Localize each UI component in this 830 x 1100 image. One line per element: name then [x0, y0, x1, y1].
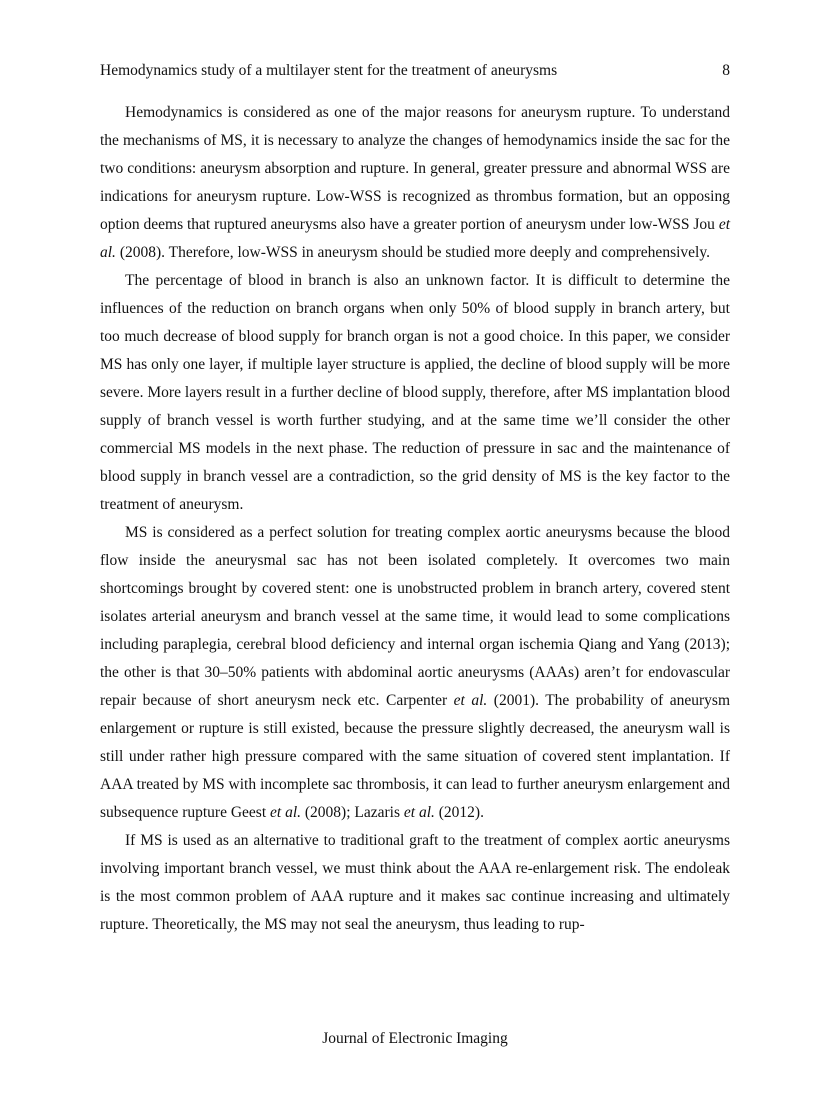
paragraph-hemodynamics	[100, 99, 730, 267]
paragraph-re-enlargement-risk: If MS is used as an alternative to traditional graft to the treatment of complex aortic aneurysms involving important branch vessel, we must think about the AAA re-enlargement risk. The endoleak is the most common problem of AAA rupture and it makes sac continue increasing and ultimately rupture. Theoretically, the MS may not seal the aneurysm, thus leading to rup-	[100, 832, 730, 933]
citation-et-al: et al.	[270, 804, 302, 821]
citation-et-al: et al.	[453, 692, 488, 709]
paragraph-ms-solution	[100, 519, 730, 827]
paragraph-text: (2008). Therefore, low-WSS in aneurysm should be studied more deeply and comprehensively.	[115, 244, 710, 261]
paragraph-text: (2012).	[434, 804, 484, 821]
paragraph-branch-blood-supply: The percentage of blood in branch is also an unknown factor. It is difficult to determine the influences of the reduction on branch organs when only 50% of blood supply in branch artery, but too much decrease of blood supply for branch organ is not a good choice. In this paper, we consider MS has only one layer, if multiple layer structure is applied, the decline of blood supply will be more severe. More layers result in a further decline of blood supply, therefore, after MS implantation blood supply of branch vessel is worth further studying, and at the same time we’ll consider the other commercial MS models in the next phase. The reduction of pressure in sac and the maintenance of blood supply in branch vessel are a contradiction, so the grid density of MS is the key factor to the treatment of aneurysm.	[100, 272, 730, 513]
page-number: 8	[722, 62, 730, 79]
paragraph-text: (2001). The probability of aneurysm enlargement or rupture is still existed, because the pressure slightly decreased, the aneurysm wall is still under rather high pressure compared with the same situation of covered stent implantation. If AAA treated by MS with incomplete sac thrombosis, it can lead to further aneurysm enlargement and subsequence rupture Geest	[100, 692, 730, 821]
article-body	[100, 99, 730, 939]
running-title: Hemodynamics study of a multilayer stent for the treatment of aneurysms	[100, 62, 558, 79]
journal-footer: Journal of Electronic Imaging	[322, 1030, 508, 1047]
paragraph-text: Hemodynamics is considered as one of the major reasons for aneurysm rupture. To understand the mechanisms of MS, it is necessary to analyze the changes of hemodynamics inside the sac for the two conditions: aneurysm absorption and rupture. In general, greater pressure and abnormal WSS are indications for aneurysm rupture. Low-WSS is recognized as thrombus formation, but an opposing option deems that ruptured aneurysms also have a greater portion of aneurysm under low-WSS Jou	[100, 104, 730, 233]
paragraph-text: (2008); Lazaris	[301, 804, 404, 821]
citation-et-al: et al.	[100, 216, 730, 261]
paragraph-text: MS is considered as a perfect solution for treating complex aortic aneurysms because the blood flow inside the aneurysmal sac has not been isolated completely. It overcomes two main shortcomings brought by covered stent: one is unobstructed problem in branch artery, covered stent isolates arterial aneurysm and branch vessel at the same time, it would lead to some complications including paraplegia, cerebral blood deficiency and internal organ ischemia Qiang and Yang (2013); the other is that 30–50% patients with abdominal aortic aneurysms (AAAs) aren’t for endovascular repair because of short aneurysm neck etc. Carpenter	[100, 524, 730, 709]
running-header	[100, 60, 730, 82]
citation-et-al: et al.	[403, 804, 435, 821]
